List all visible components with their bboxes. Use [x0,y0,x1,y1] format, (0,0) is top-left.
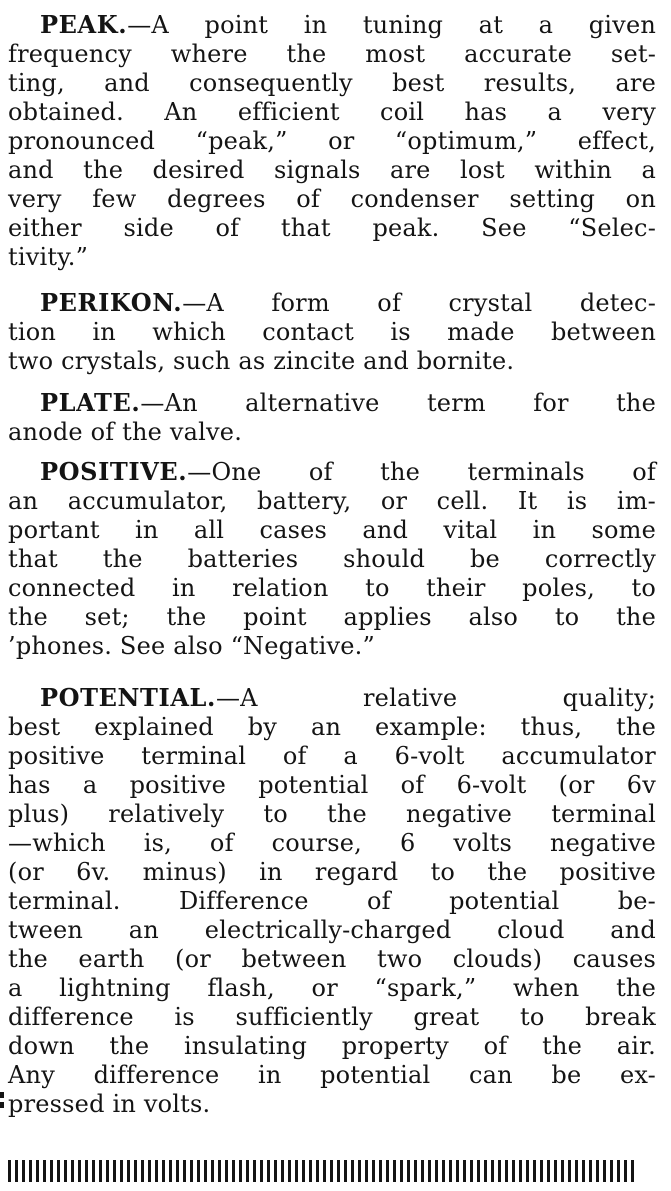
entry-line: that the batteries should be correctly [8,545,656,573]
entry-line: the earth (or between two clouds) causes [8,945,656,973]
entry-line: —which is, of course, 6 volts negative [8,829,656,857]
entry-line: tivity.” [8,243,89,271]
entry-positive [8,457,656,661]
entry-line: anode of the valve. [8,418,243,446]
entry-line: plus) relatively to the negative terminal [8,800,656,828]
entry-line: down the insulating property of the air. [8,1032,656,1060]
entry-line: (or 6v. minus) in regard to the positive [8,858,656,886]
entry-peak [8,10,656,272]
entry-plate [8,388,656,447]
entry-line: difference is sufficiently great to break [8,1003,656,1031]
term-peak: PEAK. [40,10,128,39]
entry-line: tion in which contact is made between [8,318,656,346]
entry-line: connected in relation to their poles, to [8,574,656,602]
entry-line: two crystals, such as zincite and bornite. [8,347,515,375]
entry-line: portant in all cases and vital in some [8,516,656,544]
term-positive: POSITIVE. [40,457,188,486]
entry-line: the set; the point applies also to the [8,603,656,631]
entry-line: terminal. Difference of potential be- [8,887,656,915]
entry-line: ’phones. See also “Negative.” [8,632,375,660]
entry-line: either side of that peak. See “Selec- [8,214,656,242]
entry-line: frequency where the most accurate set- [8,40,656,68]
glossary-column [8,10,656,1119]
entry-line: PEAK.—A point in tuning at a given [40,10,656,39]
entry-line: ting, and consequently best results, are [8,69,656,97]
entry-line: pronounced “peak,” or “optimum,” effect, [8,127,656,155]
term-perikon: PERIKON. [40,288,183,317]
entry-line: pressed in volts. [8,1090,211,1118]
entry-line: an accumulator, battery, or cell. It is im- [8,487,656,515]
margin-mark [0,1092,4,1098]
entry-line: positive terminal of a 6-volt accumulator [8,742,656,770]
entry-line: Any difference in potential can be ex- [8,1061,656,1089]
entry-line: PLATE.—An alternative term for the [40,388,656,417]
entry-line: POTENTIAL.—A relative quality; [40,683,656,712]
entry-line: best explained by an example: thus, the [8,713,656,741]
term-potential: POTENTIAL. [40,683,216,712]
column-end-rule [8,1160,638,1182]
entry-line: a lightning flash, or “spark,” when the [8,974,656,1002]
entry-line: and the desired signals are lost within a [8,156,656,184]
entry-line: very few degrees of condenser setting on [8,185,656,213]
entry-line: has a positive potential of 6-volt (or 6v [8,771,656,799]
entry-line: obtained. An efficient coil has a very [8,98,656,126]
entry-line: PERIKON.—A form of crystal detec- [40,288,656,317]
margin-mark [0,1102,4,1108]
entry-perikon [8,288,656,376]
term-plate: PLATE. [40,388,141,417]
entry-potential [8,683,656,1119]
entry-line: POSITIVE.—One of the terminals of [40,457,656,486]
entry-line: tween an electrically-charged cloud and [8,916,656,944]
